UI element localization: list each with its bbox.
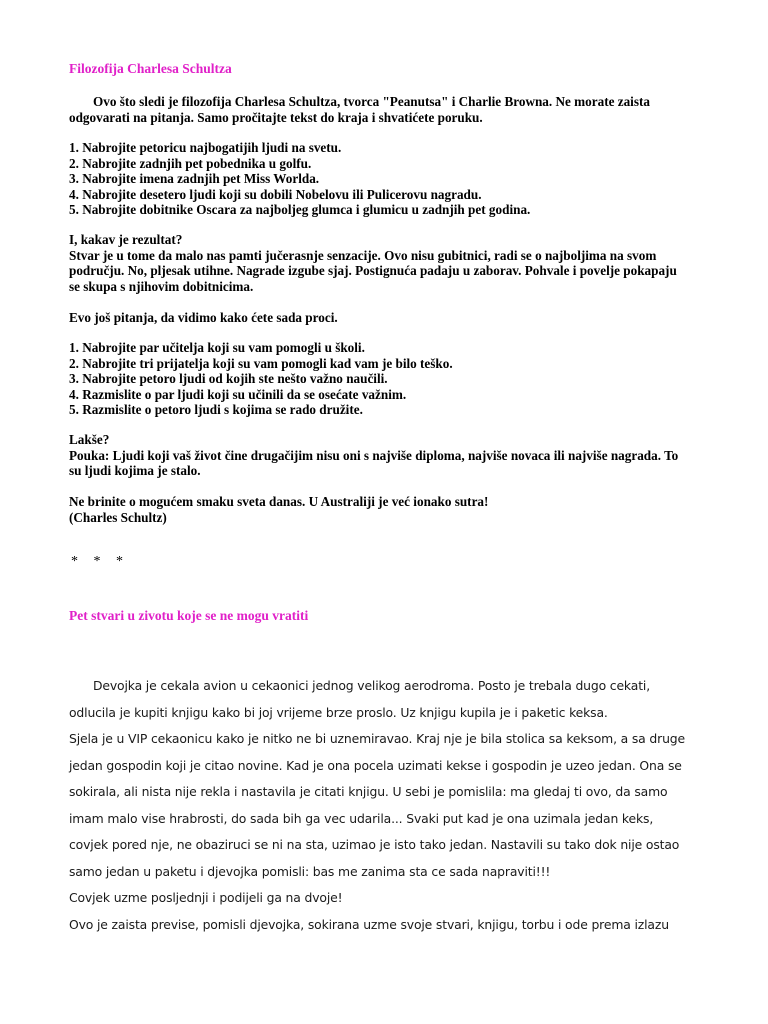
list-item: 2. Nabrojite tri prijatelja koji su vam pomogli kad vam je bilo teško.	[69, 355, 453, 371]
list-item: 5. Nabrojite dobitnike Oscara za najboljeg glumca i glumicu u zadnjih pet godina.	[69, 202, 531, 217]
result-text: Stvar je u tome da malo nas pamti jučerasnje senzacije. Ovo nisu gubitnici, radi se o najboljima na svom području. No, pljesak utihne. Nagrade izgube sjaj. Postignuća padaju u zaborav. Pohvale i povelje pokapaju se skupa s njihovim dobitnicima.	[69, 247, 677, 294]
pouka-text: Pouka: Ljudi koji vaš život čine drugačijim nisu oni s najviše diploma, najviše novaca ili najviše nagrada. To su ljudi kojima je stalo.	[69, 447, 679, 478]
list-item: 4. Nabrojite desetero ljudi koji su dobili Nobelovu ili Pulicerovu nagradu.	[69, 186, 482, 202]
question-list-1	[69, 140, 689, 218]
list-item: 4. Razmislite o par ljudi koji su učinili da se osećate važnim.	[69, 386, 407, 402]
section-title: Filozofija Charlesa Schultza	[69, 61, 232, 76]
intro-text: Ovo što sledi je filozofija Charlesa Schultza, tvorca "Peanutsa" i Charlie Browna. Ne morate zaista odgovarati na pitanja. Samo pročitajte tekst do kraja i shvatićete poruku.	[69, 94, 650, 125]
result-paragraph	[69, 232, 689, 294]
list-item: 5. Razmislite o petoro ljudi s kojima se rado družite.	[69, 402, 363, 417]
list-item: 1. Nabrojite par učitelja koji su vam pomogli u školi.	[69, 340, 365, 355]
story-paragraph: Sjela je u VIP cekaonicu kako je nitko ne bi uznemiravao. Kraj nje je bila stolica sa keksom, a sa druge jedan gospodin koji je citao novine. Kad je ona pocela uzimati kekse i gospodin je uzeo jedan. Ona se sokirala, ali nista nije rekla i nastavila je citati knjigu. U sebi je pomislila: ma gledaj ti ovo, da samo imam malo vise hrabrosti, do sada bih ga vec udarila... Svaki put kad je ona uzimala jedan keks, covjek pored nje, ne obaziruci se ni na sta, uzimao je isto tako jedan. Nastavili su tako dok nije ostao samo jedan u paketu i djevojka pomisli: bas me zanima sta ce sada napraviti!!!	[69, 731, 685, 879]
intro-paragraph	[69, 94, 689, 125]
brinite-text: Ne brinite o mogućem smaku sveta danas. U Australiji je već ionako sutra!	[69, 494, 489, 509]
story-body	[69, 673, 694, 938]
question-list-2	[69, 340, 689, 418]
lesson-paragraph	[69, 432, 689, 479]
section-title: Pet stvari u zivotu koje se ne mogu vratiti	[69, 608, 309, 623]
list-item: 1. Nabrojite petoricu najbogatijih ljudi na svetu.	[69, 140, 342, 155]
story-paragraph: Ovo je zaista previse, pomisli djevojka, sokirana uzme svoje stvari, knjigu, torbu i ode prema izlazu	[69, 916, 669, 932]
signature: (Charles Schultz)	[69, 509, 167, 525]
list-item: 3. Nabrojite petoro ljudi od kojih ste nešto važno naučili.	[69, 371, 388, 386]
evo-text: Evo još pitanja, da vidimo kako ćete sada proci.	[69, 310, 338, 325]
lakse-text: Lakše?	[69, 432, 110, 447]
section-separator: * * *	[71, 554, 129, 569]
result-question: I, kakav je rezultat?	[69, 232, 183, 247]
list-item: 2. Nabrojite zadnjih pet pobednika u golfu.	[69, 155, 312, 171]
story-paragraph: Devojka je cekala avion u cekaonici jednog velikog aerodroma. Posto je trebala dugo cekati, odlucila je kupiti knjigu kako bi joj vrijeme brze proslo. Uz knjigu kupila je i paketic keksa.	[69, 678, 650, 720]
more-questions-intro	[69, 310, 689, 326]
story-paragraph: Covjek uzme posljednji i podijeli ga na dvoje!	[69, 890, 343, 905]
list-item: 3. Nabrojite imena zadnjih pet Miss Worlda.	[69, 171, 320, 186]
closing-paragraph	[69, 494, 689, 525]
